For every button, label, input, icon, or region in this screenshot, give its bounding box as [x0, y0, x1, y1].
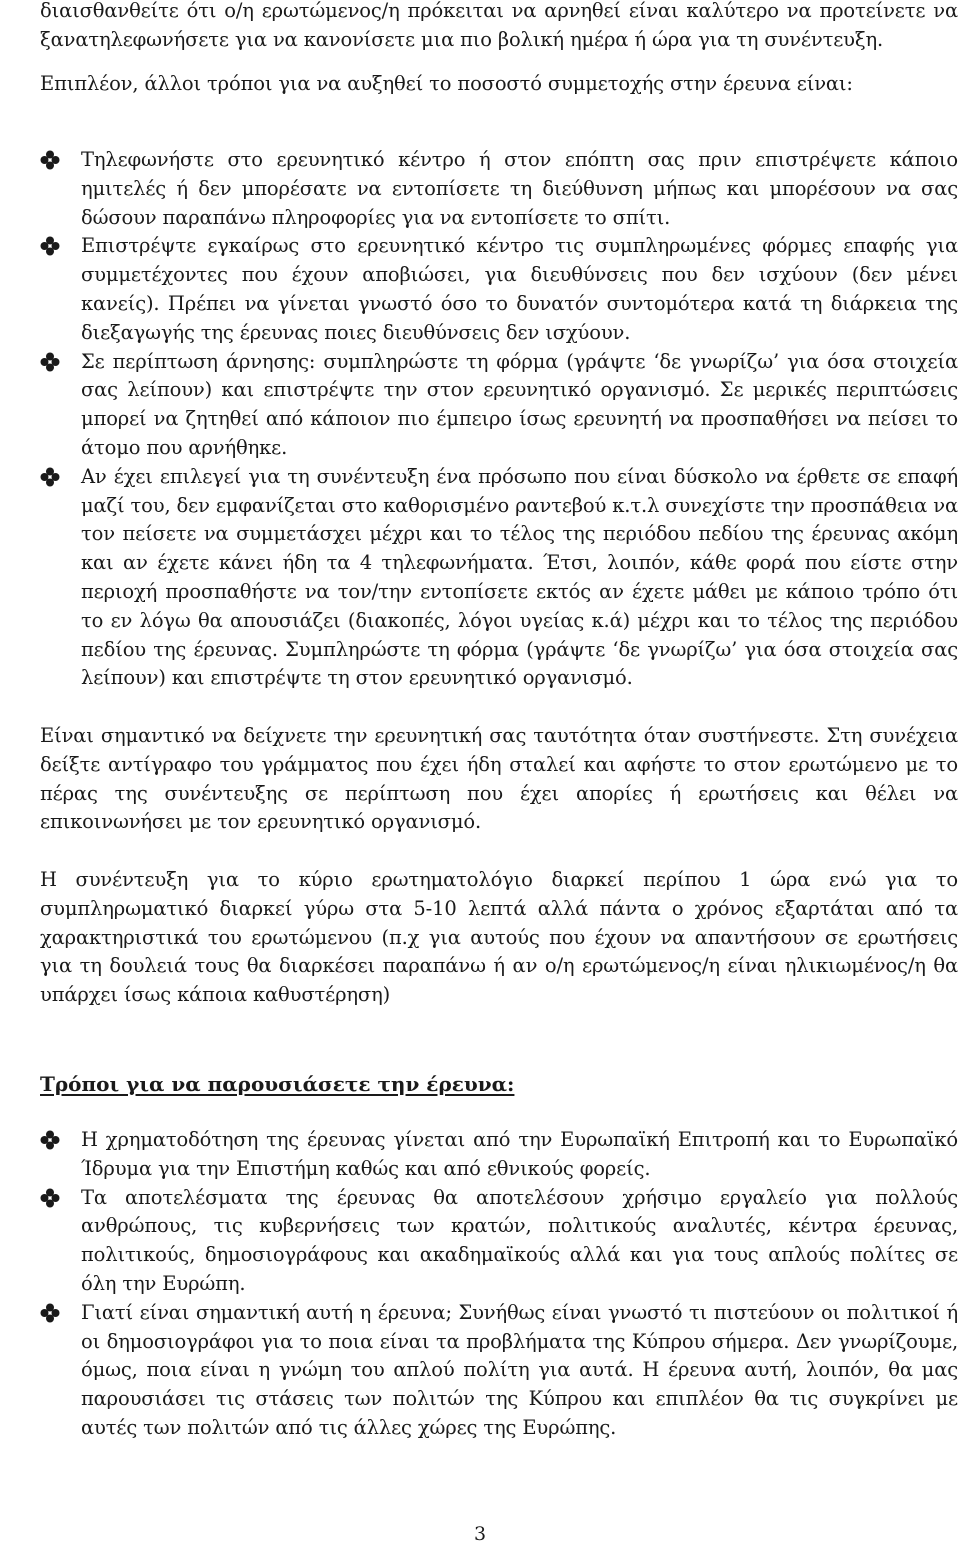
section-heading-text: Τρόποι για να παρουσιάσετε την έρευνα:	[40, 1072, 515, 1096]
bullet-text: Αν έχει επιλεγεί για τη συνέντευξη ένα πρόσωπο που είναι δύσκολο να έρθετε σε επαφή μαζί του, δεν εμφανίζεται στο καθορισμένο ραντεβού κ.τ.λ συνεχίστε την προσπάθεια να τον πείσετε να συμμετάσχει μέχρι και το τέλος της περιόδου πεδίου της έρευνας ακόμη και αν έχετε κάνει ήδη τα 4 τηλεφωνήματα. Έτσι, λοιπόν, κάθε φορά που είστε στην περιοχή προσπαθήστε να τον/την εντοπίσετε εκτός αν έχετε μάθει με κάποιο τρόπο ότι το εν λόγω θα απουσιάζει (διακοπές, λόγοι υγείας κ.ά) μέχρι και το τέλος της περιόδου πεδίου της έρευνας. Συμπληρώστε τη φόρμα (γράψτε ‘δε γνωρίζω’ για όσα στοιχεία σας λείπουν) και επιστρέψτε τη στον ερευνητικό οργανισμό.	[81, 464, 958, 690]
presentation-bullet-list	[40, 1126, 958, 1443]
identity-paragraph: Είναι σημαντικό να δείχνετε την ερευνητική σας ταυτότητα όταν συστήνεστε. Στη συνέχεια δείξτε αντίγραφο του γράμματος που έχει ήδη σταλεί και αφήστε το στον ερωτώμενο με το πέρας της συνέντευξης σε περίπτωση που έχει απορίες ή ερωτήσεις και θέλει να επικοινωνήσει με τον ερευνητικό οργανισμό.	[40, 724, 958, 834]
duration-paragraph: Η συνέντευξη για το κύριο ερωτηματολόγιο διαρκεί περίπου 1 ώρα ενώ για το συμπληρωματικό διαρκεί γύρω στα 5-10 λεπτά αλλά πάντα ο χρόνος εξαρτάται από τα χαρακτηριστικά του ερωτώμενου (π.χ για αυτούς που έχουν να απαντήσουν σε ερωτήσεις για τη δουλειά τους θα διαρκέσει παραπάνω ή αν ο/η ερωτώμενος/η είναι ηλικιωμένος/η θα υπάρχει ίσως κάποια καθυστέρηση)	[40, 868, 958, 1007]
bullet-text: Η χρηματοδότηση της έρευνας γίνεται από την Ευρωπαϊκή Επιτροπή και το Ευρωπαϊκό Ίδρυμα για την Επιστήμη καθώς και από εθνικούς φορείς.	[81, 1128, 958, 1180]
diamond-fleuron-icon	[40, 352, 60, 372]
intro-paragraph: διαισθανθείτε ότι ο/η ερωτώμενος/η πρόκειται να αρνηθεί είναι καλύτερο να προτείνετε να ξανατηλεφωνήσετε για να κανονίσετε μια πιο βολική ημέρα ή ώρα για τη συνέντευξη.	[40, 0, 958, 51]
diamond-fleuron-icon	[40, 467, 60, 487]
list-item	[40, 463, 958, 693]
bullet-text: Γιατί είναι σημαντική αυτή η έρευνα; Συνήθως είναι γνωστό τι πιστεύουν οι πολιτικοί ή οι δημοσιογράφοι για το ποια είναι τα προβλήματα της Κύπρου σήμερα. Δεν γνωρίζουμε, όμως, ποια είναι η γνώμη του απλού πολίτη για αυτά. Η έρευνα αυτή, λοιπόν, θα μας παρουσιάσει τις στάσεις των πολιτών της Κύπρου και επιπλέον θα τις συγκρίνει με αυτές των πολιτών από τις άλλες χώρες της Ευρώπης.	[81, 1300, 958, 1439]
section-heading	[40, 1070, 514, 1098]
list-item	[40, 232, 958, 347]
bullet-text: Τηλεφωνήστε στο ερευνητικό κέντρο ή στον επόπτη σας πριν επιστρέψετε κάποιο ημιτελές ή δεν μπορέσατε να εντοπίσετε τη διεύθυνση μήπως και μπορέσουν να σας δώσουν παραπάνω πληροφορίες για να εντοπίσετε το σπίτι.	[81, 148, 958, 229]
bullet-text: Επιστρέψτε εγκαίρως στο ερευνητικό κέντρο τις συμπληρωμένες φόρμες επαφής για συμμετέχοντες που έχουν αποβιώσει, για διευθύνσεις που δεν ισχύουν (δεν μένει κανείς). Πρέπει να γίνεται γνωστό όσο το δυνατόν συντομότερα κατά τη διάρκεια της διεξαγωγής της έρευνας ποιες διευθύνσεις δεν ισχύουν.	[81, 234, 958, 344]
diamond-fleuron-icon	[40, 236, 60, 256]
list-item	[40, 1184, 958, 1299]
bullet-text: Σε περίπτωση άρνησης: συμπληρώστε τη φόρμα (γράψτε ‘δε γνωρίζω’ για όσα στοιχεία σας λείπουν) και επιστρέψτε την στον ερευνητικό οργανισμό. Σε μερικές περιπτώσεις μπορεί να ζητηθεί από κάποιον πιο έμπειρο ίσως ερευνητή να προσπαθήσει να πείσει το άτομο που αρνήθηκε.	[81, 349, 958, 459]
diamond-fleuron-icon	[40, 1303, 60, 1323]
participation-bullet-list	[40, 146, 958, 693]
diamond-fleuron-icon	[40, 1188, 60, 1208]
list-item	[40, 348, 958, 463]
list-item	[40, 146, 958, 232]
diamond-fleuron-icon	[40, 150, 60, 170]
list-item	[40, 1126, 958, 1184]
bullet-text: Τα αποτελέσματα της έρευνας θα αποτελέσουν χρήσιμο εργαλείο για πολλούς ανθρώπους, τις κυβερνήσεις των κρατών, πολιτικούς αναλυτές, κέντρα έρευνας, πολιτικούς, δημοσιογράφους και ακαδημαϊκούς αλλά και για τους απλούς πολίτες σε όλη την Ευρώπη.	[81, 1185, 958, 1295]
diamond-fleuron-icon	[40, 1130, 60, 1150]
list-item	[40, 1299, 958, 1443]
page-number: 3	[473, 1523, 487, 1545]
methods-intro: Επιπλέον, άλλοι τρόποι για να αυξηθεί το ποσοστό συμμετοχής στην έρευνα είναι:	[40, 72, 853, 95]
